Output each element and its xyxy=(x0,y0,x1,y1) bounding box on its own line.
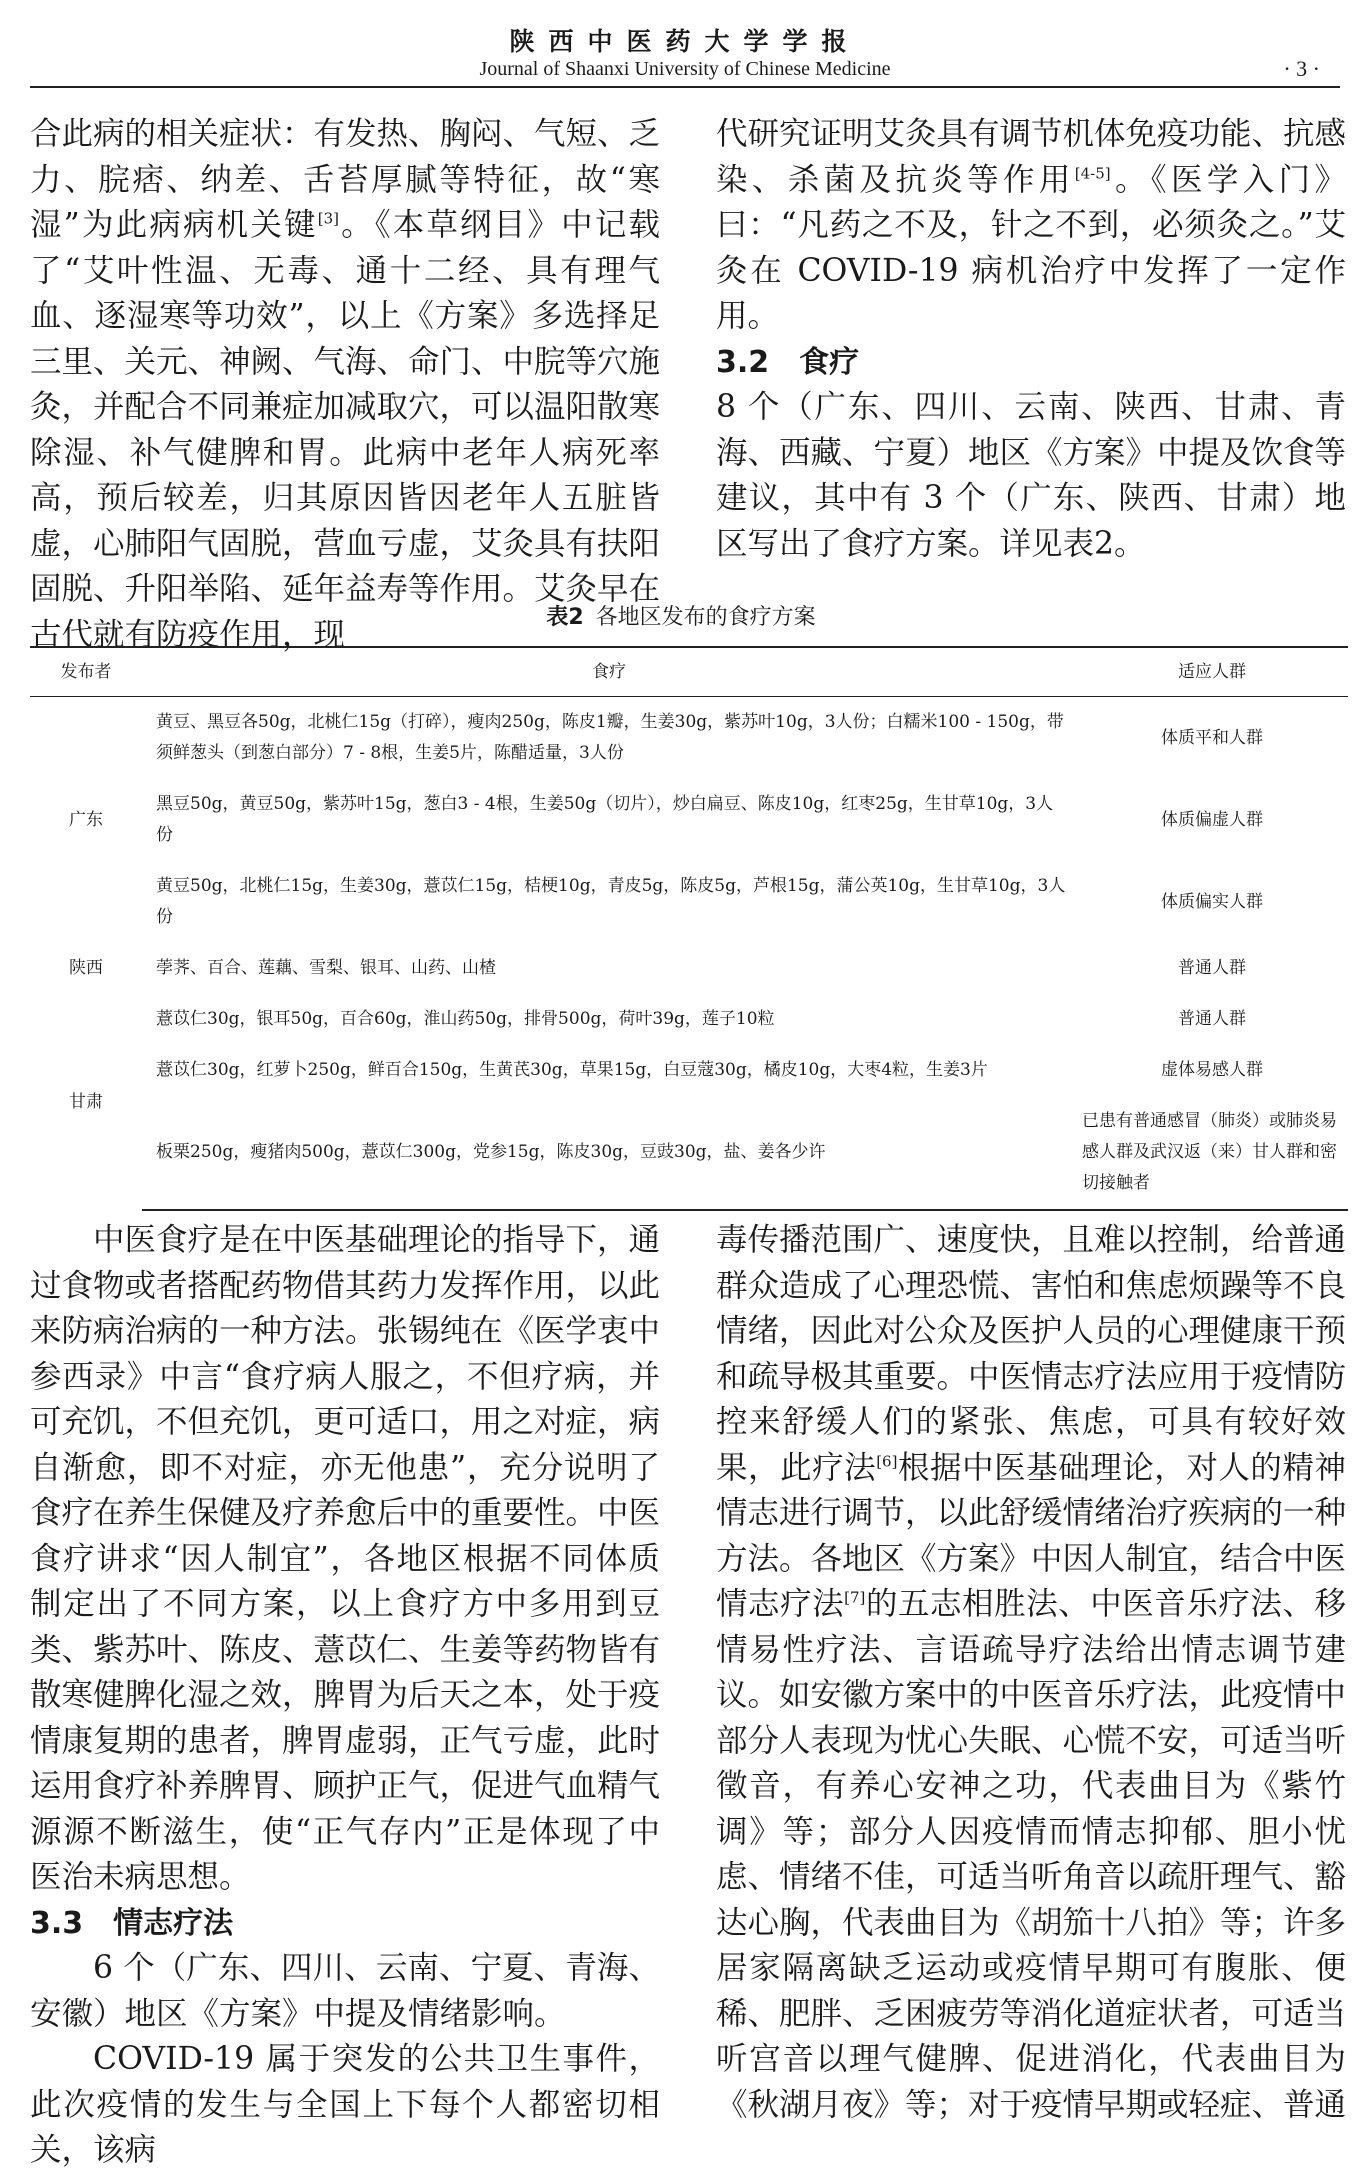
paragraph: 合此病的相关症状：有发热、胸闷、气短、乏力、脘痞、纳差、舌苔厚腻等特征，故“寒湿”为此病病机关键[3]。《本草纲目》中记载了“艾叶性温、无毒、通十二经、具有理气血、逐湿寒等功效”，以上《方案》多选择足三里、关元、神阙、气海、命门、中脘等穴施灸，并配合不同兼症加减取穴，可以温阳散寒除湿、补气健脾和胃。此病中老年人病死率高，预后较差，归其原因皆因老年人五脏皆虚，心肺阳气固脱，营血亏虚，艾灸具有扶阳固脱、升阳举陷、延年益寿等作用。艾灸早在古代就有防疫作用，现 xyxy=(30,116,661,653)
table-label: 表2 xyxy=(546,605,584,630)
section-heading-3-3: 3.3 情志疗法 xyxy=(30,1905,234,1941)
target-cell: 体质偏实人群 xyxy=(1161,891,1263,912)
header-target: 适应人群 xyxy=(1076,647,1348,697)
table-row xyxy=(30,861,1348,943)
citation: [6] xyxy=(876,1452,898,1470)
journal-title-cn: 陕西中医药大学学报 xyxy=(509,27,861,56)
publisher-cell: 陕西 xyxy=(69,958,103,978)
paragraph: 代研究证明艾灸具有调节机体免疫功能、抗感染、杀菌及抗炎等作用[4-5]。《医学入门》曰：“凡药之不及，针之不到，必须灸之。”艾灸在 COVID-19 病机治疗中发挥了一定作用。 xyxy=(716,116,1347,334)
table-header-row xyxy=(30,647,1348,697)
section-heading-3-2: 3.2 食疗 xyxy=(716,344,860,380)
table-title: 各地区发布的食疗方案 xyxy=(595,605,816,630)
citation: [4-5] xyxy=(1074,164,1111,182)
citation: [7] xyxy=(844,1588,866,1607)
right-column-top xyxy=(716,112,1346,567)
paragraph: 毒传播范围广、速度快，且难以控制，给普通群众造成了心理恐慌、害怕和焦虑烦躁等不良情绪，因此对公众及医护人员的心理健康干预和疏导极其重要。中医情志疗法应用于疫情防控来舒缓人们的紧张、焦虑，可具有较好效果，此疗法[6]根据中医基础理论，对人的精神情志进行调节，以此舒缓情绪治疗疾病的一种方法。各地区《方案》中因人制宜，结合中医情志疗法[7]的五志相胜法、中医音乐疗法、移情易性疗法、言语疏导疗法给出情志调节建议。如安徽方案中的中医音乐疗法，此疫情中部分人表现为忧心失眠、心慌不安，可适当听徵音，有养心安神之功，代表曲目为《紫竹调》等；部分人因疫情而情志抑郁、胆小忧虑、情绪不佳，可适当听角音以疏肝理气、豁达心胸，代表曲目为《胡笳十八拍》等；许多居家隔离缺乏运动或疫情早期可有腹胀、便稀、肥胖、乏困疲劳等消化道症状者，可适当听宫音以理气健脾、促进消化，代表曲目为《秋湖月夜》等；对于疫情早期或轻症、普通 xyxy=(716,1222,1347,2123)
food-cell: 黑豆50g，黄豆50g，紫苏叶15g，葱白3 - 4根，生姜50g（切片），炒白扁豆、陈皮10g，红枣25g，生甘草10g，3人份 xyxy=(156,794,1054,845)
publisher-cell: 广东 xyxy=(69,809,103,830)
target-cell: 体质偏虚人群 xyxy=(1161,809,1263,830)
left-column-top xyxy=(30,112,660,658)
publisher-cell: 甘肃 xyxy=(69,1091,103,1112)
food-cell: 板栗250g，瘦猪肉500g，薏苡仁300g，党参15g，陈皮30g，豆豉30g，盐、姜各少许 xyxy=(142,1096,1076,1210)
table-row xyxy=(30,779,1348,861)
header-food: 食疗 xyxy=(142,647,1076,697)
header-publisher: 发布者 xyxy=(30,647,142,697)
food-cell: 荸荠、百合、莲藕、雪梨、银耳、山药、山楂 xyxy=(156,958,496,978)
table-caption xyxy=(0,600,1362,631)
food-cell: 黄豆、黑豆各50g，北桃仁15g（打碎），瘦肉250g，陈皮1瓣，生姜30g，紫苏叶10g，3人份；白糯米100 - 150g，带须鲜葱头（到葱白部分）7 - 8根，生姜5片，陈醋适量，3人份 xyxy=(156,712,1064,763)
paragraph: COVID-19 属于突发的公共卫生事件，此次疫情的发生与全国上下每个人都密切相关，该病 xyxy=(30,2041,660,2168)
header-rule xyxy=(30,86,1340,88)
left-column-bottom xyxy=(30,1218,660,2174)
paragraph: 中医食疗是在中医基础理论的指导下，通过食物或者搭配药物借其药力发挥作用，以此来防病治病的一种方法。张锡纯在《医学衷中参西录》中言“食疗病人服之，不但疗病，并可充饥，不但充饥，更可适口，用之对症，病自渐愈，即不对症，亦无他患”，充分说明了食疗在养生保健及疗养愈后中的重要性。中医食疗讲求“因人制宜”，各地区根据不同体质制定出了不同方案，以上食疗方中多用到豆类、紫苏叶、陈皮、薏苡仁、生姜等药物皆有散寒健脾化湿之效，脾胃为后天之本，处于疫情康复期的患者，脾胃虚弱，正气亏虚，此时运用食疗补养脾胃、顾护正气，促进气血精气源源不断滋生，使“正气存内”正是体现了中医治未病思想。 xyxy=(30,1222,661,1895)
diet-therapy-table xyxy=(30,646,1348,1211)
food-cell: 黄豆50g，北桃仁15g，生姜30g，薏苡仁15g，桔梗10g，青皮5g，陈皮5g，芦根15g，蒲公英10g，生甘草10g，3人份 xyxy=(156,876,1066,927)
table-row xyxy=(30,697,1348,780)
paragraph: 8 个（广东、四川、云南、陕西、甘肃、青海、西藏、宁夏）地区《方案》中提及饮食等建议，其中有 3 个（广东、陕西、甘肃）地区写出了食疗方案。详见表2。 xyxy=(716,389,1347,562)
food-cell: 薏苡仁30g，银耳50g，百合60g，淮山药50g，排骨500g，荷叶39g，莲子10粒 xyxy=(156,1009,775,1029)
table-row xyxy=(30,1096,1348,1210)
target-cell: 体质平和人群 xyxy=(1161,727,1263,748)
page-header xyxy=(30,22,1340,88)
page-number: · 3 · xyxy=(1283,56,1320,81)
food-cell: 薏苡仁30g，红萝卜250g，鲜百合150g，生黄芪30g，草果15g，白豆蔻30g，橘皮10g，大枣4粒，生姜3片 xyxy=(156,1060,988,1080)
journal-title-en: Journal of Shaanxi University of Chinese Medicine xyxy=(479,58,891,80)
paragraph: 6 个（广东、四川、云南、宁夏、青海、安徽）地区《方案》中提及情绪影响。 xyxy=(30,1950,660,2032)
target-cell: 虚体易感人群 xyxy=(1161,1060,1263,1080)
target-cell: 普通人群 xyxy=(1178,1009,1246,1029)
table-row xyxy=(30,994,1348,1045)
target-cell: 已患有普通感冒（肺炎）或肺炎易感人群及武汉返（来）甘人群和密切接触者 xyxy=(1076,1096,1348,1210)
right-column-bottom xyxy=(716,1218,1346,2128)
target-cell: 普通人群 xyxy=(1178,958,1246,978)
table-row xyxy=(30,943,1348,994)
table-row xyxy=(30,1045,1348,1096)
citation: [3] xyxy=(317,209,339,228)
